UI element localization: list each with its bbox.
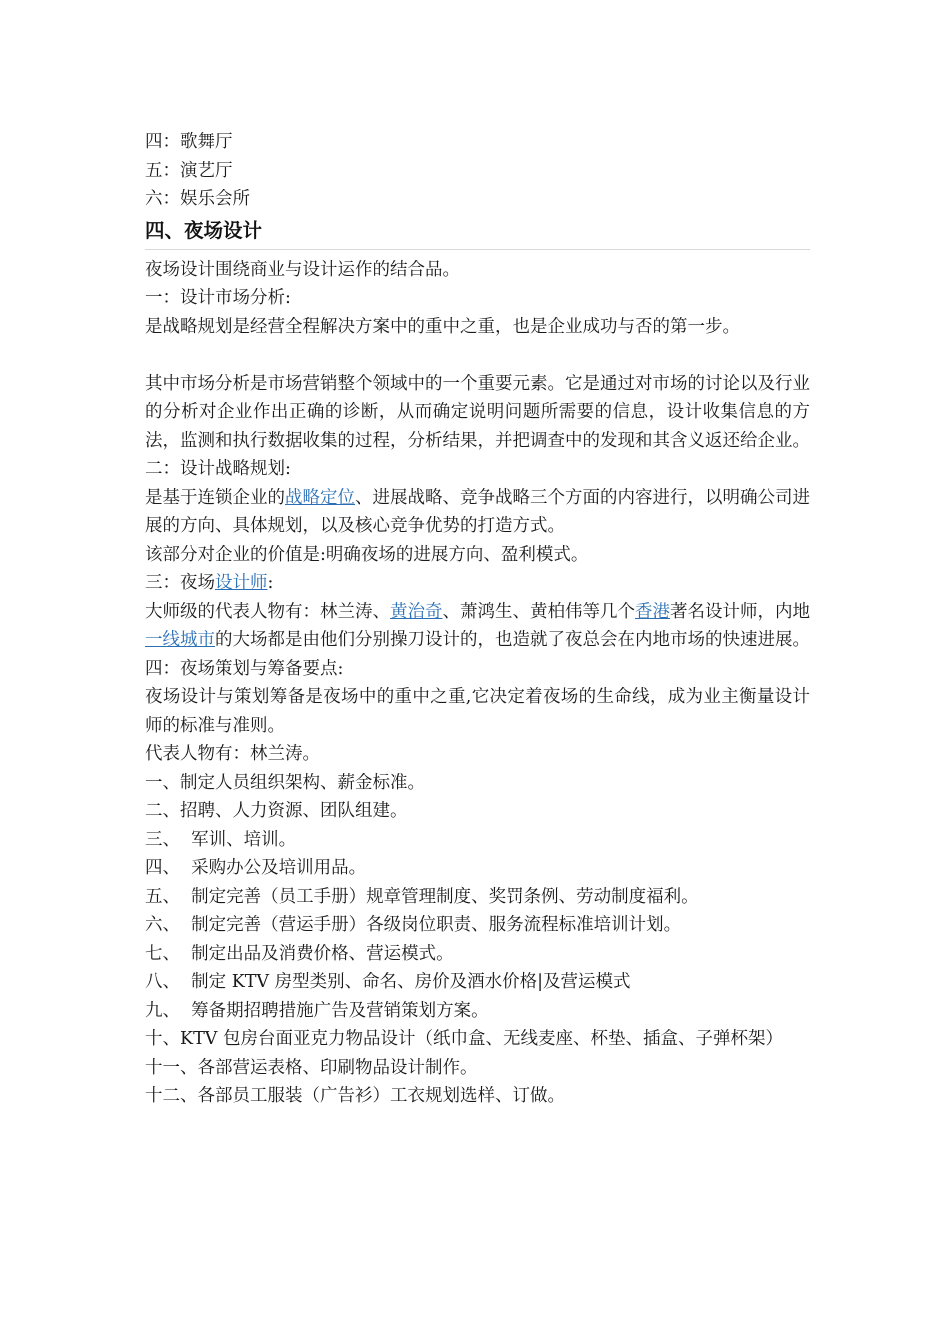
text-span: 、萧鸿生、黄柏伟等几个 [442, 601, 635, 622]
text-span: 、进展战略、竞争战略三个方面的内容进行，以明确公司进展的方向、具体规划，以及核心竞争优势的打造方式。 [145, 487, 810, 536]
intro-text: 夜场设计围绕商业与设计运作的结合品。 [145, 259, 460, 280]
strategy-positioning-link[interactable]: 战略定位 [285, 487, 355, 508]
list-item: 十、KTV 包房台面亚克力物品设计（纸巾盒、无线麦座、杯垫、插盒、子弹杯架） [145, 1029, 783, 1049]
list-item: 七、 制定出品及消费价格、营运模式。 [145, 943, 454, 964]
huang-zhiqi-link[interactable]: 黄治奇 [390, 601, 443, 622]
list-item: 四：歌舞厅 [145, 132, 233, 152]
list-item: 三、 军训、培训。 [145, 829, 297, 850]
part3-text [145, 598, 810, 655]
list-item: 十二、各部员工服装（广告衫）工衣规划选样、订做。 [145, 1086, 565, 1106]
list-item: 九、 筹备期招聘措施广告及营销策划方案。 [145, 1000, 489, 1021]
list-item: 六、 制定完善（营运手册）各级岗位职责、服务流程标准培训计划。 [145, 915, 682, 935]
list-item: 十一、各部营运表格、印刷物品设计制作。 [145, 1057, 478, 1078]
part4-representative: 代表人物有：林兰涛。 [145, 744, 320, 764]
part4-text: 夜场设计与策划筹备是夜场中的重中之重,它决定着夜场的生命线，成为业主衡量设计师的标准与准则。 [145, 687, 810, 736]
part1-text: 是战略规划是经营全程解决方案中的重中之重，也是企业成功与否的第一步。 [145, 316, 740, 337]
list-item: 一、制定人员组织架构、薪金标准。 [145, 772, 425, 793]
text-span: 是基于连锁企业的 [145, 487, 285, 508]
text-span: 三：夜场 [145, 573, 215, 593]
text-span: 著名设计师，内地 [670, 601, 810, 622]
part2-title: 二：设计战略规划: [145, 459, 291, 479]
list-item: 五、 制定完善（员工手册）规章管理制度、奖罚条例、劳动制度福利。 [145, 886, 699, 907]
tier1-city-link[interactable]: 一线城市 [145, 630, 215, 650]
hong-kong-link[interactable]: 香港 [635, 601, 670, 622]
part1-title: 一：设计市场分析: [145, 288, 291, 308]
list-item: 二、招聘、人力资源、团队组建。 [145, 801, 408, 821]
list-item: 六：娱乐会所 [145, 189, 250, 209]
list-item: 四、 采购办公及培训用品。 [145, 858, 367, 878]
list-item: 五：演艺厅 [145, 160, 233, 181]
part4-title: 四：夜场策划与筹备要点: [145, 658, 344, 679]
designer-link[interactable]: 设计师 [215, 573, 268, 593]
document-page [145, 128, 810, 1111]
part1-analysis: 其中市场分析是市场营销整个领域中的一个重要元素。它是通过对市场的讨论以及行业的分析对企业作出正确的诊断，从而确定说明问题所需要的信息，设计收集信息的方法，监测和执行数据收集的过程，分析结果，并把调查中的发现和其含义返还给企业。 [145, 373, 810, 451]
part2-value: 该部分对企业的价值是:明确夜场的进展方向、盈利模式。 [145, 544, 589, 565]
text-span: 的大场都是由他们分别操刀设计的，也造就了夜总会在内地市场的快速进展。 [215, 630, 810, 650]
text-span: : [267, 573, 274, 593]
section-heading: 四、夜场设计 [145, 216, 810, 250]
part3-title [145, 569, 810, 598]
text-span: 大师级的代表人物有：林兰涛、 [145, 601, 390, 622]
list-item: 八、 制定 KTV 房型类别、命名、房价及酒水价格|及营运模式 [145, 972, 631, 992]
part2-text [145, 484, 810, 541]
blank-line [145, 341, 810, 370]
